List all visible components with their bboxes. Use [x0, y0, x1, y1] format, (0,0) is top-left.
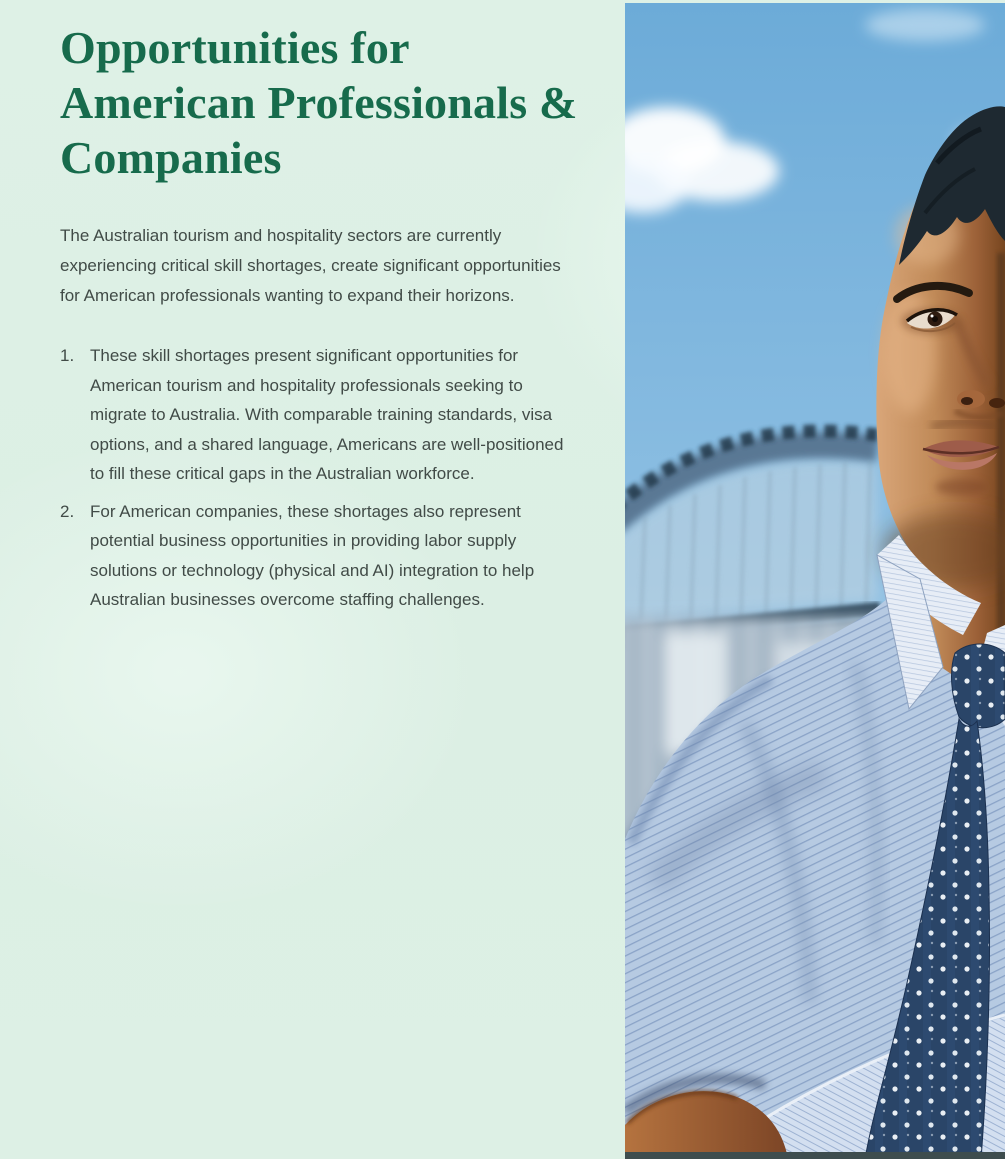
- numbered-list: [60, 341, 580, 615]
- list-item-number: 2.: [60, 501, 75, 521]
- bottom-strip: [625, 1152, 1005, 1159]
- intro-paragraph: The Australian tourism and hospitality sectors are currently experiencing critical skill shortages, create significant opportunities for American professionals wanting to expand their horizons.: [60, 226, 561, 305]
- list-item: [60, 341, 580, 489]
- content-column: [60, 0, 580, 623]
- list-item-number: 1.: [60, 346, 75, 365]
- list-item-text: These skill shortages present significant opportunities for American tourism and hospitality professionals seeking to migrate to Australia. With comparable training standards, visa options, and a shared language, Americans are well-positioned to fill these critical gaps in the Australian workforce.: [90, 346, 564, 483]
- list-item: [60, 497, 580, 615]
- hero-photo: [625, 3, 1005, 1159]
- list-item-text: For American companies, these shortages also represent potential business opportunities in providing labor supply solutions or technology (physical and AI) integration to help Australian businesses overcome staffing challenges.: [90, 501, 535, 609]
- page-title: Opportunities for American Professionals & Companies: [60, 22, 578, 183]
